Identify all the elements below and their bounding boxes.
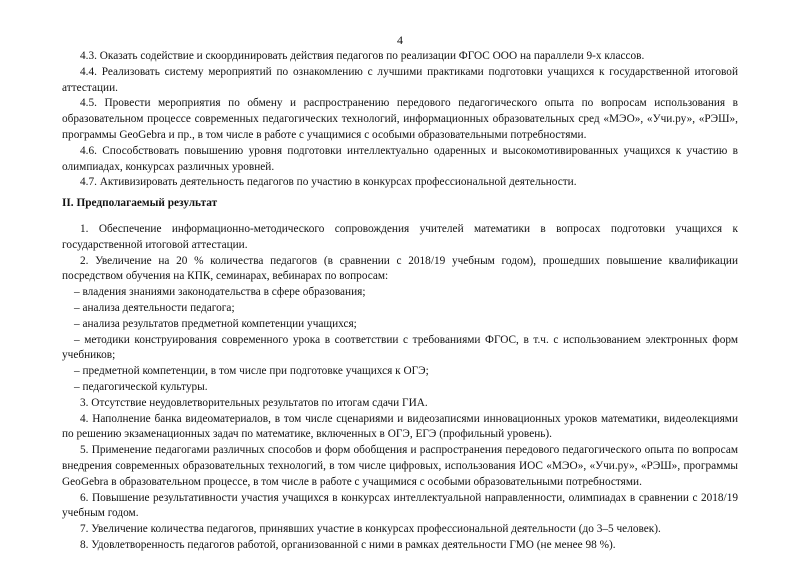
result-item: 4. Наполнение банка видеоматериалов, в том числе сценариями и видеозаписями инновационных уроков математики, видеолекциями по решению экзаменационных задач по математике, включенных в ОГЭ, ЕГЭ (профильный уровень). [62, 412, 738, 441]
result-item: 5. Применение педагогами различных способов и форм обобщения и распространения передового педагогического опыта по вопросам внедрения современных образовательных технологий, в том числе цифровых, использования ИОС «МЭО», «Учи.ру», «РЭШ», программы GeoGebra в образовательном процессе, в том числе в работе с учащимися с особыми образовательными потребностями. [62, 444, 738, 488]
bullet-item: – педагогической культуры. [74, 380, 208, 393]
section-heading: II. Предполагаемый результат [62, 197, 218, 210]
result-item: 2. Увеличение на 20 % количества педагогов (в сравнении с 2018/19 учебным годом), прошедших повышение квалификации посредством обучения на КПК, семинарах, вебинарах по вопросам: [62, 254, 738, 283]
task-item: 4.5. Провести мероприятия по обмену и распространению передового педагогического опыта по вопросам использования в образовательном процессе современных педагогических технологий, информационных образовательных сред «МЭО», «Учи.ру», «РЭШ», программы GeoGebra и пр., в том числе в работе с учащимися с особыми образовательными потребностями. [62, 97, 738, 141]
bullet-item: – анализа деятельности педагога; [74, 301, 235, 314]
task-item: 4.3. Оказать содействие и скоординировать действия педагогов по реализации ФГОС ООО на параллели 9-х классов. [80, 50, 645, 62]
bullet-item: – анализа результатов предметной компетенции учащихся; [74, 317, 357, 330]
task-item: 4.7. Активизировать деятельность педагогов по участию в конкурсах профессиональной деятельности. [80, 176, 577, 189]
result-item: 8. Удовлетворенность педагогов работой, организованной с ними в рамках деятельности ГМО (не менее 98 %). [80, 538, 616, 551]
task-item: 4.6. Способствовать повышению уровня подготовки интеллектуально одаренных и высокомотивированных учащихся к участию в олимпиадах, конкурсах различных уровней. [62, 144, 738, 173]
bullet-item: – методики конструирования современного урока в соответствии с требованиями ФГОС, в т.ч. с использованием электронных форм учебников; [62, 333, 738, 362]
result-item: 3. Отсутствие неудовлетворительных результатов по итогам сдачи ГИА. [80, 396, 428, 409]
result-item: 6. Повышение результативности участия учащихся в конкурсах интеллектуальной направленности, олимпиадах в сравнении с 2018/19 учебным годом. [62, 491, 738, 520]
bullet-item: – владения знаниями законодательства в сфере образования; [74, 286, 366, 299]
document-body [62, 49, 738, 554]
task-item: 4.4. Реализовать систему мероприятий по ознакомлению с лучшими практиками подготовки учащихся к государственной итоговой аттестации. [62, 65, 738, 94]
page-number: 4 [397, 33, 403, 47]
result-item: 7. Увеличение количества педагогов, принявших участие в конкурсах профессиональной деятельности (до 3–5 человек). [80, 523, 661, 536]
result-item: 1. Обеспечение информационно-методического сопровождения учителей математики в вопросах подготовки учащихся к государственной итоговой аттестации. [62, 222, 738, 251]
bullet-item: – предметной компетенции, в том числе при подготовке учащихся к ОГЭ; [74, 365, 429, 378]
